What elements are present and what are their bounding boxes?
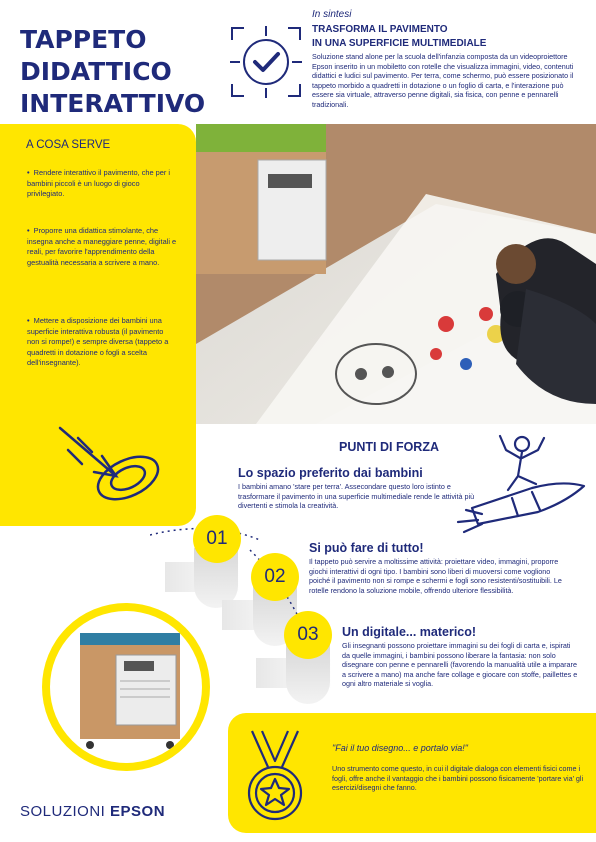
- arrow-target-icon: [52, 420, 172, 510]
- title-line: TAPPETO: [20, 25, 147, 54]
- feature-body: I bambini amano 'stare per terra'. Assecondare questo loro istinto e trasformare il pavimento in una superficie multimediale rende le attività più divertenti e stimola la creatività.: [238, 482, 475, 511]
- feature-number: 02: [251, 553, 299, 601]
- sintesi-heading-line: TRASFORMA IL PAVIMENTO: [312, 24, 448, 35]
- feature-title: Lo spazio preferito dai bambini: [238, 466, 423, 480]
- feature-title: Si può fare di tutto!: [309, 541, 424, 555]
- serve-item-text: Mettere a disposizione dei bambini una superficie interattiva robusta (il pavimento non si rompe!) e sempre diversa (tappeto a quadretti in dotazione o fogli a scelta dell'insegnante).: [27, 316, 169, 367]
- children-drawing-photo: [196, 124, 596, 424]
- quote-body: Uno strumento come questo, in cui il digitale dialoga con elementi fisici come i fogli, offre anche il vantaggio che i bambini possono fisicamente 'portare via' gli esercizi/disegni che fanno.: [332, 764, 584, 793]
- title-line: INTERATTIVO: [20, 89, 206, 118]
- check-target-icon: [226, 22, 306, 102]
- medal-star-icon: [234, 727, 316, 827]
- feature-title: Un digitale... materico!: [342, 625, 477, 639]
- footer-brand-name: EPSON: [110, 803, 166, 820]
- serve-item: • Proporre una didattica stimolante, che insegna anche a maneggiare penne, digitali e reali, per favorire l'apprendimento della gestualità necessaria a scrivere a mano.: [27, 226, 177, 267]
- punti-title: PUNTI DI FORZA: [339, 440, 439, 454]
- serve-item: • Mettere a disposizione dei bambini una superficie interattiva robusta (il pavimento non si rompe!) e sempre diversa (tappeto a quadretti in dotazione o fogli a scelta dell'insegnante).: [27, 316, 169, 367]
- sintesi-heading-line: IN UNA SUPERFICIE MULTIMEDIALE: [312, 38, 487, 49]
- serve-item-text: Proporre una didattica stimolante, che insegna anche a maneggiare penne, digitali e reali, per favorire l'apprendimento della gestualità necessaria a scrivere a mano.: [27, 226, 177, 267]
- sintesi-body: Soluzione stand alone per la scuola dell'infanzia composta da un videoproiettore Epson inserito in un mobiletto con rotelle che visualizza immagini, video, contenuti didattici e ludici sul pavimento. Per terra, come schermo, può essere posizionato il tappeto morbido a quadretti in dotazione o un foglio di carta, e l'interazione può essere sia virtuale, attraverso penne digitali, sia fisica, con penne e pennarelli tradizionali.: [312, 52, 574, 109]
- projector-cart-picture: [50, 611, 202, 763]
- page-title: [20, 24, 220, 120]
- sintesi-heading: [312, 23, 582, 51]
- feature-number: 03: [284, 611, 332, 659]
- feature-body: Il tappeto può servire a moltissime attività: proiettare video, immagini, proporre giochi interattivi di ogni tipo. I bambini sono liberi di muoversi come vogliono poiché il pavimento non si rompe e schermi e fogli sono resistenti/sostituibili. Le rotelle rendono la soluzione mobile, offrendo ulteriore flessibilità.: [309, 557, 562, 595]
- feature-number: 01: [193, 515, 241, 563]
- sintesi-label: In sintesi: [312, 9, 352, 20]
- serve-title: A COSA SERVE: [26, 139, 111, 151]
- title-line: DIDATTICO: [20, 57, 172, 86]
- cart-image: [50, 611, 202, 763]
- footer-prefix: SOLUZIONI: [20, 803, 106, 820]
- quote-title: "Fai il tuo disegno... e portalo via!": [332, 743, 468, 753]
- feature-body: Gli insegnanti possono proiettare immagini su dei fogli di carta e, ispirati da quelle immagini, i bambini possono liberare la fantasia: non solo disegnare con penne e pennarelli (favorendo la manualità utile a imparare a scrivere a mano) ma anche fare collage e giocare con stoffe, paillettes e ogni altro materiale si voglia.: [342, 641, 578, 689]
- serve-item: • Rendere interattivo il pavimento, che per i bambini piccoli è un luogo di gioco privilegiato.: [27, 168, 171, 198]
- footer-brand: [20, 803, 165, 820]
- serve-item-text: Rendere interattivo il pavimento, che per i bambini piccoli è un luogo di gioco privilegiato.: [27, 168, 171, 198]
